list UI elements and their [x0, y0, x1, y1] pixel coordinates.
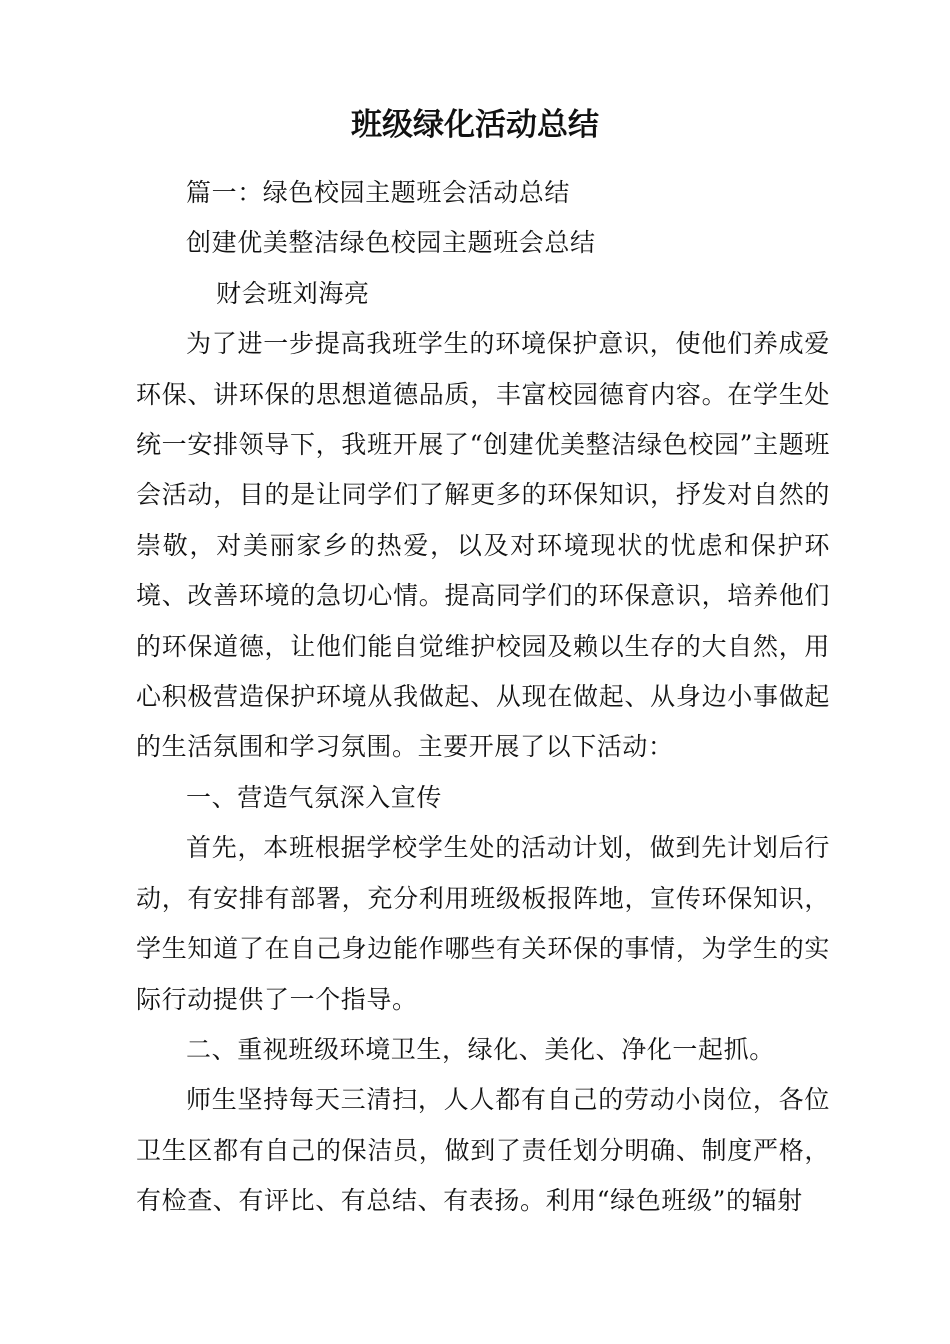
document-title: 班级绿化活动总结: [351, 107, 599, 143]
paragraph-two: 师生坚持每天三清扫，人人都有自己的劳动小岗位，各位卫生区都有自己的保洁员，做到了责任划分明确、制度严格，有检查、有评比、有总结、有表扬。利用“绿色班级”的辐射: [136, 1085, 830, 1216]
document-body: [136, 168, 830, 1227]
paragraph-intro: 为了进一步提高我班学生的环境保护意识，使他们养成爱环保、讲环保的思想道德品质，丰富校园德育内容。在学生处统一安排领导下，我班开展了“创建优美整洁绿色校园”主题班会活动，目的是让同学们了解更多的环保知识，抒发对自然的崇敬，对美丽家乡的热爱，以及对环境现状的忧虑和保护环境、改善环境的急切心情。提高同学们的环保意识，培养他们的环保道德，让他们能自觉维护校园及赖以生存的大自然，用心积极营造保护环境从我做起、从现在做起、从身边小事做起的生活氛围和学习氛围。主要开展了以下活动：: [136, 329, 830, 762]
section-heading: 篇一：绿色校园主题班会活动总结: [186, 178, 571, 207]
paragraph-one: 首先，本班根据学校学生处的活动计划，做到先计划后行动，有安排有部署，充分利用班级板报阵地，宣传环保知识，学生知道了在自己身边能作哪些有关环保的事情，为学生的实际行动提供了一个指导。: [136, 833, 830, 1014]
heading-two: 二、重视班级环境卫生，绿化、美化、净化一起抓。: [186, 1034, 775, 1064]
heading-one: 一、营造气氛深入宣传: [186, 782, 443, 812]
subtitle: 创建优美整洁绿色校园主题班会总结: [186, 228, 596, 258]
author-line: 财会班刘海亮: [216, 278, 370, 308]
